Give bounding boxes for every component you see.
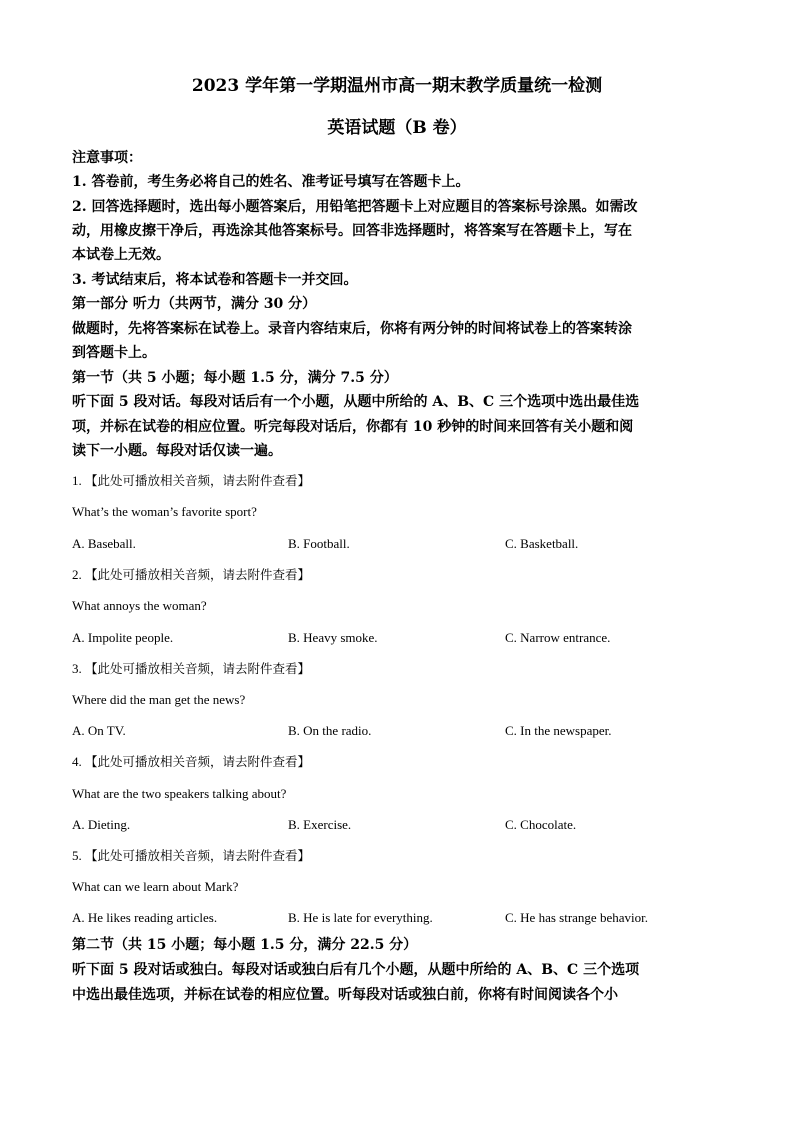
section2-intro-line-2: 中选出最佳选项，并标在试卷的相应位置。听每段对话或独白前，你将有时间阅读各个小 (72, 987, 618, 1003)
audio-placeholder[interactable]: 【此处可播放相关音频，请去附件查看】 (85, 661, 311, 676)
question-number: 3. (72, 661, 82, 676)
question-5-option-b: B. He is late for everything. (288, 910, 433, 925)
section1-intro-line-3: 读下一小题。每段对话仅读一遍。 (72, 443, 282, 459)
question-3-option-c: C. In the newspaper. (505, 723, 612, 738)
question-1-option-a: A. Baseball. (72, 536, 136, 551)
question-3-option-a: A. On TV. (72, 723, 126, 738)
section2-intro-line-1: 听下面 5 段对话或独白。每段对话或独白后有几个小题，从题中所给的 A、B、C 三个选项 (72, 962, 640, 978)
question-1-option-c: C. Basketball. (505, 536, 579, 551)
notice-item-1: 1. 答卷前，考生务必将自己的姓名、准考证号填写在答题卡上。 (72, 174, 470, 190)
question-1-option-b: B. Football. (288, 536, 350, 551)
question-3-audio-line (72, 660, 310, 678)
question-5-option-c: C. He has strange behavior. (505, 910, 648, 925)
section1-intro-line-2: 项，并标在试卷的相应位置。听完每段对话后，你都有 10 秒钟的时间来回答有关小题和阅 (72, 419, 634, 435)
question-number: 5. (72, 848, 82, 863)
question-4-audio-line (72, 753, 310, 771)
question-3-option-b: B. On the radio. (288, 723, 372, 738)
notice-item-3: 3. 考试结束后，将本试卷和答题卡一并交回。 (72, 272, 358, 288)
notice-item-2-line-1: 2. 回答选择题时，选出每小题答案后，用铅笔把答题卡上对应题目的答案标号涂黑。如需改 (72, 199, 638, 215)
question-5-option-a: A. He likes reading articles. (72, 910, 218, 925)
section2-heading: 第二节（共 15 小题；每小题 1.5 分，满分 22.5 分） (72, 937, 418, 953)
audio-placeholder[interactable]: 【此处可播放相关音频，请去附件查看】 (85, 567, 311, 582)
notice-item-2-line-2: 动，用橡皮擦干净后，再选涂其他答案标号。回答非选择题时，将答案写在答题卡上，写在 (72, 223, 632, 239)
question-number: 1. (72, 473, 82, 488)
question-5-text: What can we learn about Mark? (72, 879, 239, 894)
question-1-text: What’s the woman’s favorite sport? (72, 504, 257, 519)
section1-heading: 第一节（共 5 小题；每小题 1.5 分，满分 7.5 分） (72, 370, 398, 386)
audio-placeholder[interactable]: 【此处可播放相关音频，请去附件查看】 (85, 848, 311, 863)
section1-intro-line-1: 听下面 5 段对话。每段对话后有一个小题，从题中所给的 A、B、C 三个选项中选出最佳选 (72, 394, 640, 410)
question-2-option-b: B. Heavy smoke. (288, 630, 378, 645)
audio-placeholder[interactable]: 【此处可播放相关音频，请去附件查看】 (85, 754, 311, 769)
audio-placeholder[interactable]: 【此处可播放相关音频，请去附件查看】 (85, 473, 311, 488)
notice-item-2-line-3: 本试卷上无效。 (72, 247, 170, 263)
part1-heading: 第一部分 听力（共两节，满分 30 分） (72, 296, 317, 312)
question-4-option-b: B. Exercise. (288, 817, 352, 832)
question-4-option-c: C. Chocolate. (505, 817, 577, 832)
question-4-option-a: A. Dieting. (72, 817, 131, 832)
question-2-text: What annoys the woman? (72, 598, 207, 613)
exam-subtitle: 英语试题（B 卷） (327, 118, 467, 138)
question-number: 2. (72, 567, 82, 582)
question-2-audio-line (72, 566, 310, 584)
question-5-audio-line (72, 847, 310, 865)
part1-intro-line-2: 到答题卡上。 (72, 345, 156, 361)
exam-title: 2023 学年第一学期温州市高一期末教学质量统一检测 (191, 76, 603, 96)
part1-intro-line-1: 做题时，先将答案标在试卷上。录音内容结束后，你将有两分钟的时间将试卷上的答案转涂 (72, 321, 632, 337)
question-4-text: What are the two speakers talking about? (72, 786, 287, 801)
notice-heading: 注意事项： (72, 150, 142, 166)
question-1-audio-line (72, 472, 310, 490)
question-3-text: Where did the man get the news? (72, 692, 246, 707)
question-number: 4. (72, 754, 82, 769)
question-2-option-a: A. Impolite people. (72, 630, 174, 645)
question-2-option-c: C. Narrow entrance. (505, 630, 611, 645)
